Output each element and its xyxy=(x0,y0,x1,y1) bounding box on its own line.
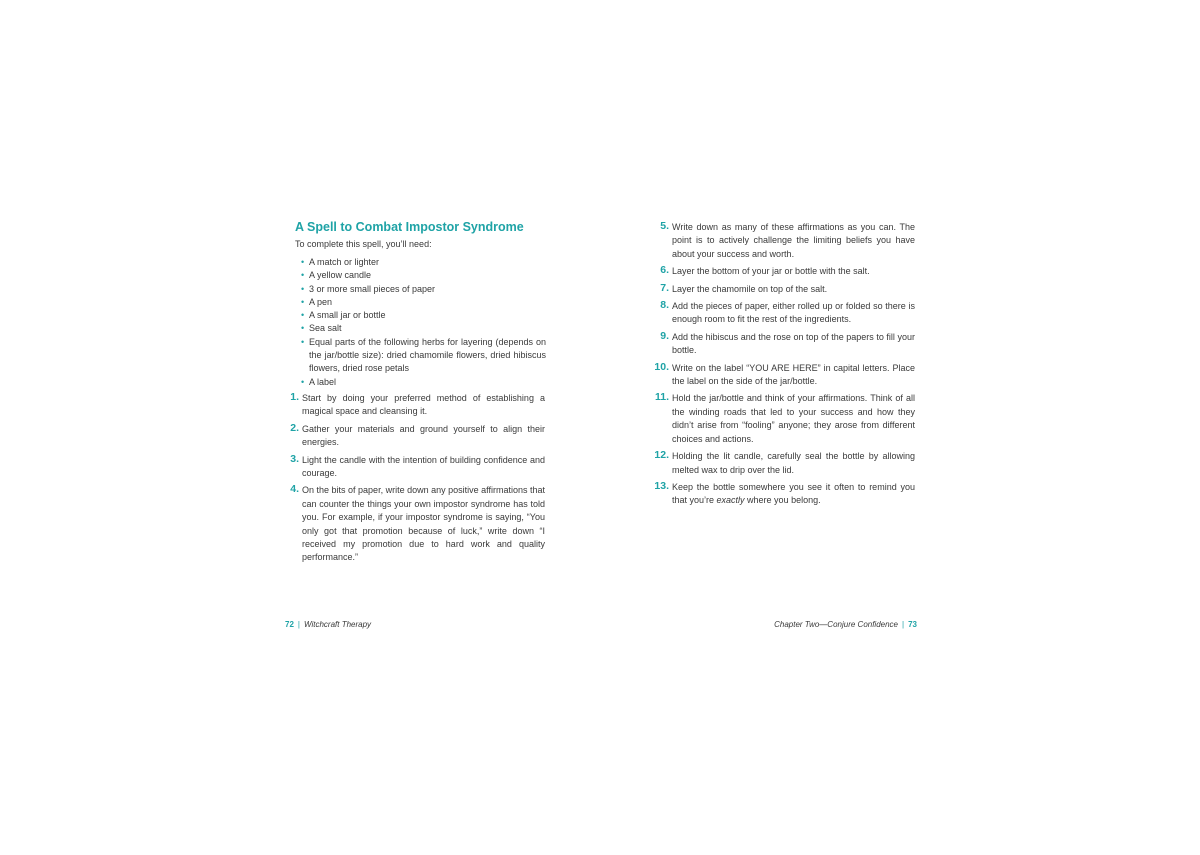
step-text: Hold the jar/bottle and think of your affirmations. Think of all the winding roads that led to your success and how they didn’t arise from “fooling” anyone; they arose from different choices and actions. xyxy=(672,393,915,444)
step-item xyxy=(655,362,915,389)
step-text: Gather your materials and ground yourself to align their energies. xyxy=(302,423,545,448)
step-item xyxy=(655,331,915,358)
bullet-icon: • xyxy=(301,270,305,281)
step-number: 13. xyxy=(654,479,669,492)
step-text: Write down as many of these affirmations as you can. The point is to actively challenge the limiting beliefs you have about your success and worth. xyxy=(672,222,915,259)
step-item xyxy=(285,423,545,450)
bullet-icon: • xyxy=(301,296,305,307)
chapter-title: Chapter Two—Conjure Confidence xyxy=(774,620,899,629)
step-item xyxy=(655,265,915,278)
step-item xyxy=(285,454,545,481)
step-number: 6. xyxy=(660,264,669,277)
step-text: Light the candle with the intention of building confidence and courage. xyxy=(302,454,545,479)
step-number: 3. xyxy=(290,452,299,465)
step-item xyxy=(655,300,915,327)
step-item xyxy=(285,392,545,419)
step-text: Start by doing your preferred method of establishing a magical space and cleansing it. xyxy=(302,393,545,417)
step-text: Holding the lit candle, carefully seal the bottle by allowing melted wax to drip over the lid. xyxy=(672,451,915,475)
bullet-icon: • xyxy=(301,310,305,321)
step-item xyxy=(655,283,915,296)
step-number: 10. xyxy=(654,360,669,373)
footer-right xyxy=(774,620,917,629)
footer-left xyxy=(285,620,371,629)
page-number: 72 xyxy=(285,620,294,629)
step-item xyxy=(655,481,915,508)
step-number: 5. xyxy=(660,220,669,232)
list-item: • A match or lighter xyxy=(301,256,546,269)
step-text: Layer the chamomile on top of the salt. xyxy=(672,283,828,294)
bullet-icon: • xyxy=(301,323,305,334)
bullet-icon: • xyxy=(301,257,305,267)
list-item: • 3 or more small pieces of paper xyxy=(301,283,546,296)
step-number: 12. xyxy=(654,449,669,462)
materials-list xyxy=(301,256,546,389)
step-number: 9. xyxy=(660,329,669,342)
steps-list-left xyxy=(285,392,545,569)
step-text: Add the pieces of paper, either rolled up or folded so there is enough room to fit the rest of the ingredients. xyxy=(672,301,915,325)
book-title: Witchcraft Therapy xyxy=(303,620,372,629)
step-number: 7. xyxy=(660,281,669,294)
spell-intro: To complete this spell, you’ll need: xyxy=(295,239,432,249)
bullet-icon: • xyxy=(301,336,305,347)
spell-title: A Spell to Combat Impostor Syndrome xyxy=(295,220,524,234)
list-item: • Equal parts of the following herbs for layering (depends on the jar/bottle size): dried chamomile flowers, dried hibiscus flowers, dried rose petals xyxy=(301,336,546,374)
step-text: Layer the bottom of your jar or bottle with the salt. xyxy=(672,266,870,277)
step-number: 4. xyxy=(290,483,299,496)
step-number: 2. xyxy=(290,421,299,434)
emphasis-text: exactly xyxy=(716,495,745,506)
list-item: • A small jar or bottle xyxy=(301,309,546,322)
steps-list-right xyxy=(655,221,915,512)
step-item xyxy=(655,392,915,446)
list-item: • A yellow candle xyxy=(301,269,546,282)
step-text: Add the hibiscus and the rose on top of the papers to fill your bottle. xyxy=(672,331,915,356)
footer-separator: | xyxy=(297,620,300,629)
step-text: Write on the label “YOU ARE HERE” in capital letters. Place the label on the side of the jar/bottle. xyxy=(672,362,915,387)
bullet-icon: • xyxy=(301,376,305,387)
step-number: 1. xyxy=(290,391,299,403)
step-text: On the bits of paper, write down any positive affirmations that can counter the things your own impostor syndrome has told you. For example, if your impostor syndrome is saying, “You only got that promotion because of luck,” write down “I received my promotion due to hard work and quality performance.” xyxy=(302,485,545,563)
step-number: 8. xyxy=(660,299,669,312)
step-text: Keep the bottle somewhere you see it often to remind you that you’re exactly where you belong. xyxy=(672,481,915,506)
step-number: 11. xyxy=(654,391,669,404)
bullet-icon: • xyxy=(301,283,305,294)
step-item xyxy=(655,450,915,477)
list-item: • Sea salt xyxy=(301,322,546,335)
page-number: 73 xyxy=(908,620,917,629)
step-item xyxy=(655,221,915,261)
list-item: • A pen xyxy=(301,296,546,309)
list-item: • A label xyxy=(301,376,546,389)
step-item xyxy=(285,484,545,564)
footer-separator: | xyxy=(902,620,905,629)
